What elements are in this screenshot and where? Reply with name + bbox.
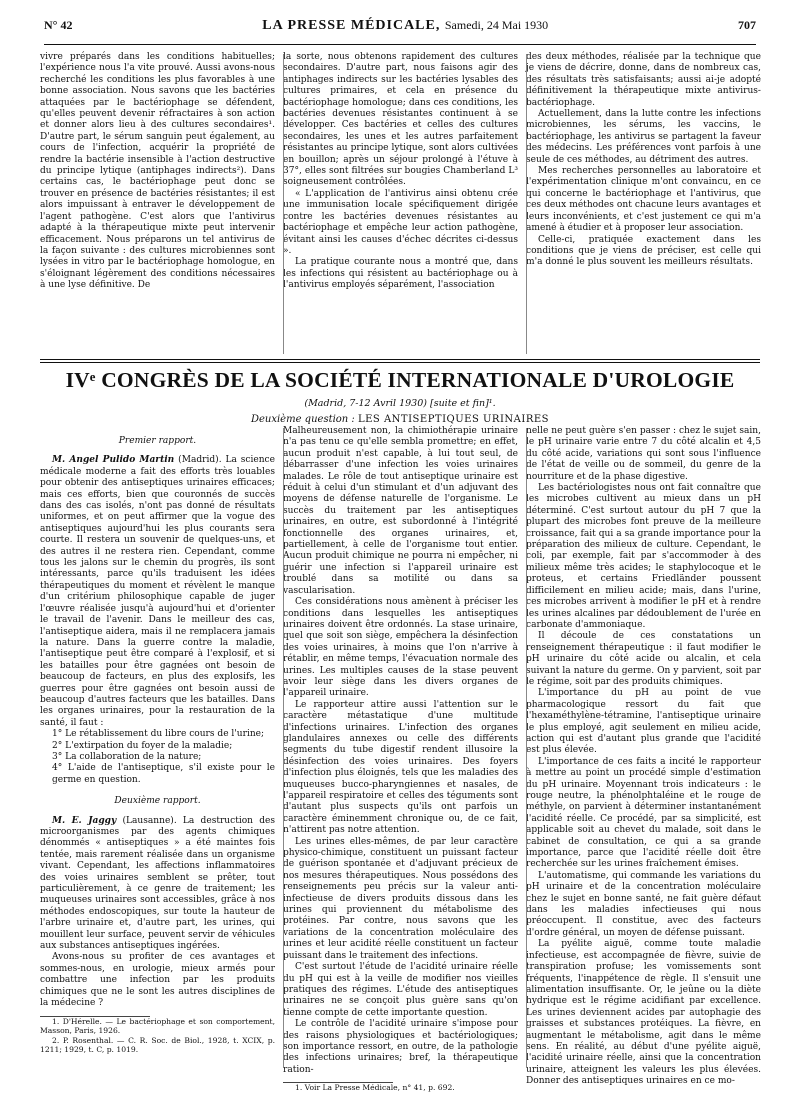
page-number: 707 <box>737 18 756 32</box>
congress-subtitle: (Madrid, 7-12 Avril 1930) [suite et fin]¹. <box>304 398 496 409</box>
top-article <box>40 52 762 352</box>
paragraph <box>40 455 275 729</box>
paragraph <box>40 816 275 953</box>
question-heading <box>40 414 760 425</box>
question-label: Deuxième question : <box>250 414 355 425</box>
column-rule <box>283 428 284 1068</box>
footnote: 1. D'Hérelle. — Le bactériophage et son comportement, Masson, Paris, 1926. <box>40 1016 275 1036</box>
section-divider <box>40 362 760 363</box>
paragraph: C'est surtout l'étude de l'acidité urinaire réelle du pH qui est à la veille de modifier nos vieilles pratiques des régimes. L'étude des antiseptiques urinaires ne se conçoit plus guère sans qu'on tienne compte de cette importante question. <box>283 962 518 1018</box>
paragraph: Les bactériologistes nous ont fait connaître que les microbes cultivent au mieux dans un pH déterminé. C'est surtout autour du pH 7 que la plupart des microbes font preuve de la meilleure croissance, fait qui a sa grande importance pour la préparation des milieux de culture. Cependant, le coli, par exemple, fait par s'accommoder à des milieux même très acides; le staphylocoque et le proteus, et certains Friedländer poussent difficilement en milieu acide; mais, dans l'urine, ces microbes arrivent à modifier le pH et à rendre les urines alcalines par dédoublement de l'urée en carbonate d'ammoniaque. <box>526 483 761 630</box>
paragraph: L'importance du pH au point de vue pharmacologique ressort du fait que l'hexaméthylène-tétramine, l'antiseptique urinaire le plus employé, agit seulement en milieu acide, action qui est d'autant plus grande que l'acidité est plus élevée. <box>526 688 761 756</box>
paragraph: la sorte, nous obtenons rapidement des cultures secondaires. D'autre part, nous faisons agir des antiphages indirects sur les bactéries lysables des cultures primaires, et cela en présence du bactériophage homologue; dans ces conditions, les bactéries devenues résistantes continuent à se développer. Ces bactéries et celles des cultures secondaires, les unes et les autres parfaitement résistantes au principe lytique, sont alors cultivées en bouillon; après un séjour prolongé à l'étuve à 37°, elles sont filtrées sur bougies Chamberland L³ soigneusement contrôlées. <box>283 52 518 188</box>
paragraph-text: (Lausanne). La destruction des microorganismes par des agents chimiques dénommés « antiseptiques » a été maintes fois tentée, mais rarement réalisée dans un organisme vivant. Cependant, les affections inflammatoires des voies urinaires semblent se prêter, tout particulièrement, à ce genre de traitement; les muqueuses urinaires sont accessibles, grâce à nos méthodes endoscopiques, sur toute la hauteur de l'arbre urinaire et, d'autre part, les urines, qui mouillent leur surface, peuvent servir de véhicules aux substances antiseptiques ingérées. <box>40 815 276 952</box>
paragraph: vivre préparés dans les conditions habituelles; l'expérience nous l'a vite prouvé. Aussi avons-nous recherché les conditions les plus favorables à une bonne association. Nous savons que les bactéries attaquées par le bactériophage se défendent, qu'elles peuvent devenir réfractaires à son action et donner alors lieu à des cultures secondaires¹. D'autre part, le sérum sanguin peut également, au cours de l'infection, acquérir la propriété de rendre la bactérie insensible à l'action destructive du principe lytique (antiphages indirects²). Dans certains cas, le bactériophage peut donc se trouver en présence de bactéries résistantes; il est alors impuissant à entraver le développement de l'agent pathogène. C'est alors que l'antivirus adapté à la thérapeutique mixte peut intervenir efficacement. Nous préparons un tel antivirus de la façon suivante : des cultures microbiennes sont lysées in vitro par le bactériophage homologue, en s'éloignant légèrement des conditions nécessaires à une lyse définitive. De <box>40 52 275 291</box>
section-divider <box>40 359 760 360</box>
paragraph: Le rapporteur attire aussi l'attention sur le caractère métastatique d'une multitude d'infections urinaires. L'infection des organes glandulaires annexes ou celle des différents segments du tube digestif rendent illusoire la désinfection des voies urinaires. Des foyers d'infection plus éloignés, tels que les maladies des muqueuses bucco-pharyngiennes et nasales, de l'appareil respiratoire et celles des téguments sont d'autant plus suspects qu'ils ont parfois un caractère éminemment chronique ou, de ce fait, n'attirent pas notre attention. <box>283 699 518 836</box>
footnote: 1. Voir La Presse Médicale, n° 41, p. 692. <box>295 1083 455 1093</box>
top-column-2 <box>283 52 518 352</box>
report-heading: Premier rapport. <box>118 436 197 446</box>
paragraph: La pyélite aiguë, comme toute maladie infectieuse, est accompagnée de fièvre, suivie de transpiration profuse; les vomissements sont fréquents, l'inappétence de règle. Il s'ensuit une alimentation insuffisante. Or, le jeûne ou la diète hydrique est le régime acidifiant par excellence. Les urines deviennent acides par autophagie des graisses et substances protéiques. La fièvre, en augmentant le métabolisme, agit dans le même sens. En réalité, au début d'une pyélite aiguë, l'acidité urinaire réelle, ainsi que la concentration urinaire, atteignent les valeurs les plus élevées. Donner des antiseptiques urinaires en ce mo- <box>526 939 761 1087</box>
paragraph: Celle-ci, pratiquée exactement dans les conditions que je viens de préciser, est celle qui m'a donné le plus souvent les meilleurs résultats. <box>526 234 761 268</box>
paragraph: des deux méthodes, réalisée par la technique que je viens de décrire, donne, dans de nombreux cas, des résultats très satisfaisants; aussi ai-je adopté définitivement la thérapeutique mixte antivirus-bactériophage. <box>526 52 761 108</box>
paragraph: Malheureusement non, la chimiothérapie urinaire n'a pas tenu ce qu'elle sembla promettre; en effet, aucun produit n'est capable, à lui tout seul, de débarrasser d'une infection les voies urinaires malades. Le rôle de tout antiseptique urinaire est réduit à celui d'un stimulant et d'un adjuvant des moyens de défense naturelle de l'organisme. Le succès du traitement par les antiseptiques urinaires, en outre, est subordonné à l'intégrité fonctionnelle des organes urinaires, et, partiellement, à celle de l'organisme tout entier. Aucun produit chimique ne pourra ni empêcher, ni guérir une infection si l'appareil urinaire est troublé dans sa motilité ou dans sa vascularisation. <box>283 426 518 596</box>
paragraph: Actuellement, dans la lutte contre les infections microbiennes, les sérums, les vaccins, le bactériophage, les antivirus se partagent la faveur des médecins. Les préférences vont parfois à une seule de ces méthodes, au détriment des autres. <box>526 109 761 165</box>
paragraph: Avons-nous su profiter de ces avantages et sommes-nous, en urologie, mieux armés pour combattre une infection par les produits chimiques que ne le sont les autres disciplines de la médecine ? <box>40 952 275 1009</box>
issue-date: Samedi, 24 Mai 1930 <box>444 18 549 32</box>
paragraph-text: (Madrid). La science médicale moderne a fait des efforts très louables pour obtenir des antiseptiques urinaires efficaces; mais ces efforts, bien que couronnés de succès dans des cas isolés, n'ont pas donné de résultats uniformes, et on peut affirmer que la vogue des antiseptiques aujourd'hui les plus courants sera courte. Il restera un souvenir de quelques-uns, et des autres il ne restera rien. Cependant, comme tous les jalons sur le chemin du progrès, ils sont intéressants, parce qu'ils traduisent les idées thérapeutiques du moment et révèlent le manque d'un critérium philosophique capable de juger l'œuvre réalisée jusqu'à aujourd'hui et d'orienter le travail de l'avenir. Dans le meilleur des cas, l'antiseptique aidera, mais il ne remplacera jamais la nature. Dans la guerre contre la maladie, l'antiseptique peut être comparé à l'explosif, et si les batailles pour être gagnées ont besoin de beaucoup de facteurs, en plus des explosifs, les guerres pour être gagnées ont besoin aussi de beaucoup d'autres facteurs que les batailles. Dans les organes urinaires, pour la restauration de la santé, il faut : <box>40 455 275 728</box>
paragraph: Il découle de ces constatations un renseignement thérapeutique : il faut modifier le pH urinaire du côté acide ou alcalin, et cela suivant la nature du germe. On y parvient, soit par le régime, soit par des produits chimiques. <box>526 631 761 687</box>
bottom-column-1 <box>40 426 275 1074</box>
bottom-column-2 <box>283 426 518 1093</box>
numbered-list <box>40 729 275 786</box>
paragraph: L'importance de ces faits a incité le rapporteur à mettre au point un procédé simple d'estimation du pH urinaire. Moyennant trois indicateurs : le rouge neutre, la phénolphtaléine et le rouge de méthyle, on parvient à déterminer instantanément l'acidité réelle. Ce procédé, par sa simplicité, est applicable soit au chevet du malade, soit dans le cabinet de consultation, ce qui a sa grande importance, parce que l'acidité réelle doit être recherchée sur les urines fraîchement émises. <box>526 756 761 870</box>
list-item: 1° Le rétablissement du libre cours de l'urine; <box>52 729 265 740</box>
column-rule <box>526 428 527 1068</box>
question-title: LES ANTISEPTIQUES URINAIRES <box>357 414 550 425</box>
paragraph: Le contrôle de l'acidité urinaire s'impose pour des raisons physiologiques et bactériologiques; son importance ressort, en outre, de la pathologie des infections urinaires; bref, la thérapeutique ration- <box>283 1019 518 1075</box>
issue-number: N° 42 <box>44 18 73 32</box>
urology-article <box>40 426 762 1093</box>
page-header <box>44 18 756 45</box>
congress-title: IVᵉ CONGRÈS DE LA SOCIÉTÉ INTERNATIONALE D'UROLOGIE <box>65 368 735 392</box>
paragraph: Ces considérations nous amènent à préciser les conditions dans lesquelles les antiseptiques urinaires doivent être ordonnés. La stase urinaire, quel que soit son siège, empêchera la désinfection des voies urinaires, à moins que l'on n'arrive à rétablir, en même temps, l'évacuation normale des urines. Les multiples causes de la stase peuvent avoir leur siège dans les divers organes de l'appareil urinaire. <box>283 597 518 699</box>
top-column-1 <box>40 52 275 352</box>
paragraph: « L'application de l'antivirus ainsi obtenu crée une immunisation locale spécifiquement dirigée contre les bactéries devenues résistantes au bactériophage et empêche leur action pathogène, évitant ainsi les causes d'échec décrites ci-dessus ». <box>283 188 518 256</box>
paragraph: La pratique courante nous a montré que, dans les infections qui résistent au bactériophage ou à l'antivirus employés séparément, l'association <box>283 257 518 291</box>
journal-name: LA PRESSE MÉDICALE, <box>262 18 441 33</box>
list-item: 2° L'extirpation du foyer de la maladie; <box>52 740 233 751</box>
author-name: M. Angel Pulido Martin <box>52 455 175 466</box>
column-rule <box>526 54 527 354</box>
top-column-3 <box>526 52 761 352</box>
list-item: 4° L'aide de l'antiseptique, s'il existe pour le germe en question. <box>52 763 275 785</box>
paragraph: Mes recherches personnelles au laboratoire et l'expérimentation clinique m'ont convaincu, en ce qui concerne le bactériophage et l'antivirus, que ces deux méthodes ont chacune leurs avantages et leurs inconvénients, et c'est justement ce qui m'a amené à étudier et à proposer leur association. <box>526 166 761 234</box>
report-heading: Deuxième rapport. <box>114 796 201 807</box>
paragraph: Les urines elles-mêmes, de par leur caractère physico-chimique, constituent un puissant facteur de guérison spontanée et d'adjuvant précieux de nos mesures thérapeutiques. Nous possédons des renseignements peu précis sur la valeur anti-infectieuse de divers produits dissous dans les urines qui proviennent du métabolisme des protéines. Par contre, nous savons que les variations de la concentration moléculaire des urines et leur acidité réelle constituent un facteur puissant dans le traitement des infections. <box>283 836 518 961</box>
list-item: 3° La collaboration de la nature; <box>52 751 202 762</box>
paragraph: L'automatisme, qui commande les variations du pH urinaire et de la concentration moléculaire chez le sujet en bonne santé, ne fait guère défaut dans les maladies infectieuses qui nous préoccupent. Il constitue, avec des facteurs d'ordre général, un moyen de défense puissant. <box>526 870 761 938</box>
author-name: M. E. Jaggy <box>52 815 117 826</box>
column-rule <box>283 54 284 354</box>
bottom-column-3 <box>526 426 761 1087</box>
footnote: 2. P. Rosenthal. — C. R. Soc. de Biol., 1928, t. XCIX, p. 1211; 1929, t. C, p. 1019. <box>40 1035 275 1055</box>
journal-title <box>262 18 548 34</box>
paragraph: nelle ne peut guère s'en passer : chez le sujet sain, le pH urinaire varie entre 7 du côté alcalin et 4,5 du côté acide, variations qui sont sous l'influence de l'état de veille ou de sommeil, du genre de la nourriture et de la phase digestive. <box>526 426 761 482</box>
